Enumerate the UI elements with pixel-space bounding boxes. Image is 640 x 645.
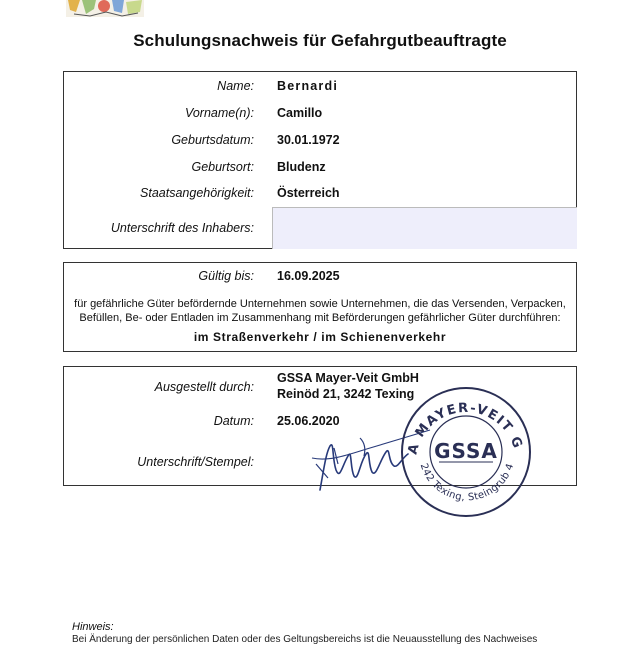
company-stamp <box>397 380 535 522</box>
name-value: Bernardi <box>277 79 339 93</box>
ausgestellt-label: Ausgestellt durch: <box>154 380 254 394</box>
geburtsdatum-row <box>64 130 576 150</box>
hinweis-label: Hinweis: <box>72 621 114 633</box>
gueltig-label: Gültig bis: <box>198 269 254 283</box>
staatsangehoerigkeit-value: Österreich <box>277 186 340 200</box>
staatsangehoerigkeit-label: Staatsangehörigkeit: <box>140 186 254 200</box>
geburtsdatum-label: Geburtsdatum: <box>171 133 254 147</box>
validity-scope: im Straßenverkehr / im Schienenverkehr <box>193 330 447 344</box>
vorname-value: Camillo <box>277 106 323 120</box>
vorname-label: Vorname(n): <box>184 106 254 120</box>
holder-signature-field[interactable] <box>272 207 577 249</box>
stamp-arc-top-text: A MAYER-VEIT G <box>405 400 526 456</box>
datum-value: 25.06.2020 <box>277 414 340 428</box>
staatsangehoerigkeit-row <box>64 183 576 203</box>
stamp-logo-text: GSSA <box>434 439 498 463</box>
hinweis-text: Bei Änderung der persönlichen Daten oder des Geltungsbereichs ist die Neuausstellung des Nachweises <box>72 634 538 645</box>
name-label: Name: <box>217 79 254 93</box>
gueltig-value: 16.09.2025 <box>277 269 340 283</box>
unterschrift-inhaber-label: Unterschrift des Inhabers: <box>110 221 254 235</box>
logo-image <box>66 0 144 17</box>
issuer-address: Reinöd 21, 3242 Texing <box>277 387 415 401</box>
issuer-name: GSSA Mayer-Veit GmbH <box>277 371 419 385</box>
stamp-arc-bottom-text: 242 Texing, Steingrub 4 <box>417 462 517 504</box>
validity-description-line2: Befüllen, Be- oder Entladen im Zusammenhang mit Beförderungen gefährlicher Güter durchführen: <box>79 312 561 324</box>
gueltig-row <box>64 266 576 286</box>
geburtsort-label: Geburtsort: <box>191 160 254 174</box>
geburtsdatum-value: 30.01.1972 <box>277 133 340 147</box>
datum-label: Datum: <box>213 414 254 428</box>
geburtsort-row <box>64 157 576 177</box>
validity-box <box>63 262 577 352</box>
geburtsort-value: Bludenz <box>277 160 326 174</box>
stempel-label: Unterschrift/Stempel: <box>137 455 254 469</box>
validity-description-line1: für gefährliche Güter befördernde Unternehmen sowie Unternehmen, die das Versenden, Verpacken, <box>74 298 566 310</box>
page-title: Schulungsnachweis für Gefahrgutbeauftragte <box>133 31 507 50</box>
vorname-row <box>64 103 576 123</box>
name-row <box>64 76 576 96</box>
holder-data-box <box>63 71 577 249</box>
